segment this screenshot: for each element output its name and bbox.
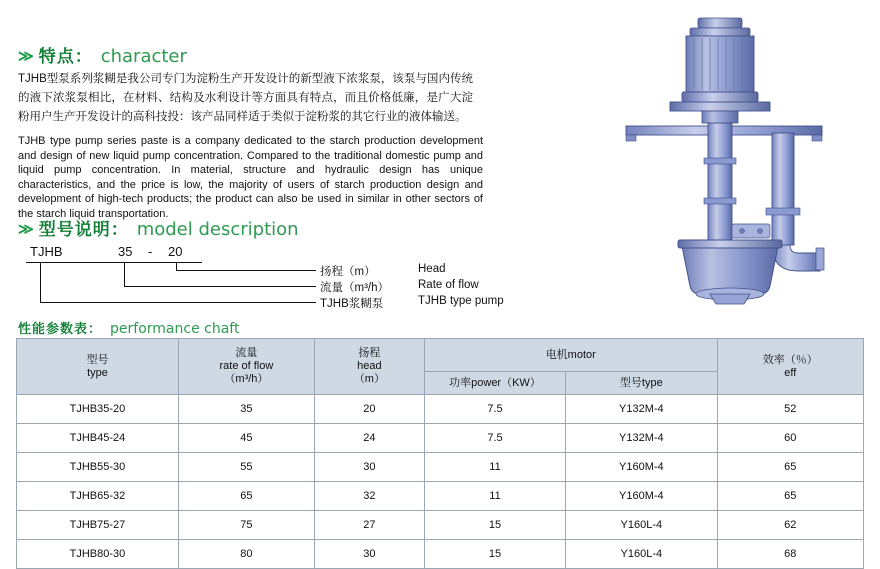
table-body [17,395,864,569]
table-row [17,395,864,424]
section-title-cn: 特点： [38,47,93,66]
model-code-prefix: TJHB [30,244,63,259]
cell-flow: 80 [178,540,314,569]
section-heading-model [18,215,299,240]
leader-series-horz [40,302,316,303]
vertical-slurry-pump-drawing [590,8,870,308]
motor-assembly [682,18,758,102]
th-motor-power: 功率power（KW） [424,372,565,395]
legend-cn-flow: 流量（m³/h） [320,282,389,294]
leader-flow-vert [124,262,125,286]
cell-motor: Y160L-4 [566,511,718,540]
cell-motor: Y132M-4 [566,395,718,424]
cell-flow: 35 [178,395,314,424]
cell-eff: 60 [717,424,863,453]
th-flow-cn: 流量 [235,347,258,359]
chevron-right-icon: ≫ [18,48,34,65]
table-head [17,339,864,395]
th-type [17,339,179,395]
chevron-right-icon: ≫ [18,221,34,238]
character-paragraph-cn: TJHB型泵系列浆糊是我公司专门为淀粉生产开发设计的新型液下浓浆泵，该泵与国内传统的液下浓浆泵相比，在材料、结构及水利设计等方面具有特点，而且价格低廉，是广大淀粉用户生产开发设计的高科技投：该产品同样适于类似于淀粉浆的其它行业的液体输送。 [18,73,473,123]
cell-type: TJHB35-20 [17,395,179,424]
cell-eff: 62 [717,511,863,540]
th-flow [178,339,314,395]
section-heading-performance [18,318,239,337]
table-row [17,540,864,569]
cell-type: TJHB55-30 [17,453,179,482]
pump-illustration [590,8,870,308]
cell-flow: 75 [178,511,314,540]
th-eff-en: eff [784,366,797,379]
shaft-column [704,123,736,243]
leader-flow-horz [124,286,316,287]
model-code-flow: 35 [118,244,133,259]
cell-type: TJHB45-24 [17,424,179,453]
model-code-dash: - [148,244,153,259]
mounting-plate [670,102,770,123]
cell-power: 7.5 [424,395,565,424]
section-title-cn: 型号说明： [38,220,129,239]
cell-power: 15 [424,511,565,540]
cell-head: 24 [314,424,424,453]
table-row [17,424,864,453]
cell-head: 20 [314,395,424,424]
table-header-row-1 [17,339,864,372]
cell-type: TJHB75-27 [17,511,179,540]
th-head [314,339,424,395]
table-row [17,511,864,540]
cell-head: 30 [314,453,424,482]
character-paragraph-en: TJHB type pump series paste is a company dedicated to the starch production development and design of new liquid pump concentration. Compared to the traditional domestic pump and liquid pump concentration. In material, structure and hydraulic design has unique characteristics, and the price is low, the majority of users of starch production design and development of high-tech products; the product can also be used in similar in other sectors of the starch liquid transportation. [18,135,483,220]
cell-eff: 65 [717,453,863,482]
cell-power: 11 [424,453,565,482]
model-code-head: 20 [168,244,183,259]
legend-cn-series: TJHB浆糊泵 [320,298,384,310]
bracket-detail [732,224,770,238]
legend-en-flow: Rate of flow [418,279,479,291]
leader-series-vert [40,262,41,302]
model-code-diagram [18,244,504,310]
th-motor-model: 型号type [566,372,718,395]
cell-motor: Y160L-4 [566,540,718,569]
th-type-cn: 型号 [86,353,109,366]
cell-power: 7.5 [424,424,565,453]
cell-eff: 65 [717,482,863,511]
table-row [17,482,864,511]
cell-motor: Y132M-4 [566,424,718,453]
cell-motor: Y160M-4 [566,453,718,482]
th-flow-unit: （m³/h） [224,373,269,385]
legend-en-head: Head [418,263,446,275]
cell-eff: 52 [717,395,863,424]
pump-casing [678,240,782,304]
cell-motor: Y160M-4 [566,482,718,511]
legend-cn-head: 扬程（m） [320,266,376,278]
section-title-en: performance chaft [110,321,240,337]
table-row [17,453,864,482]
legend-en-series: TJHB type pump [418,295,504,307]
th-flow-en: rate of flow [219,360,274,372]
leader-head-horz [176,270,316,271]
th-motor-group: 电机motor [424,339,717,372]
leader-head-vert [176,262,177,270]
th-head-en: head [357,360,382,372]
cell-flow: 45 [178,424,314,453]
cell-power: 11 [424,482,565,511]
th-eff [717,339,863,395]
section-heading-character [18,42,187,67]
cell-head: 30 [314,540,424,569]
section-title-en: character [100,46,187,67]
cell-flow: 65 [178,482,314,511]
section-title-cn: 性能参数表： [18,321,103,336]
cell-type: TJHB80-30 [17,540,179,569]
cell-head: 27 [314,511,424,540]
cell-eff: 68 [717,540,863,569]
th-eff-cn: 效率（％） [762,353,818,366]
section-title-en: model description [136,219,299,240]
th-type-en: type [87,366,108,379]
cell-head: 32 [314,482,424,511]
performance-table [16,338,864,569]
cell-power: 15 [424,540,565,569]
cell-flow: 55 [178,453,314,482]
th-head-unit: （m） [353,373,385,385]
cell-type: TJHB65-32 [17,482,179,511]
th-head-cn: 扬程 [358,347,381,359]
